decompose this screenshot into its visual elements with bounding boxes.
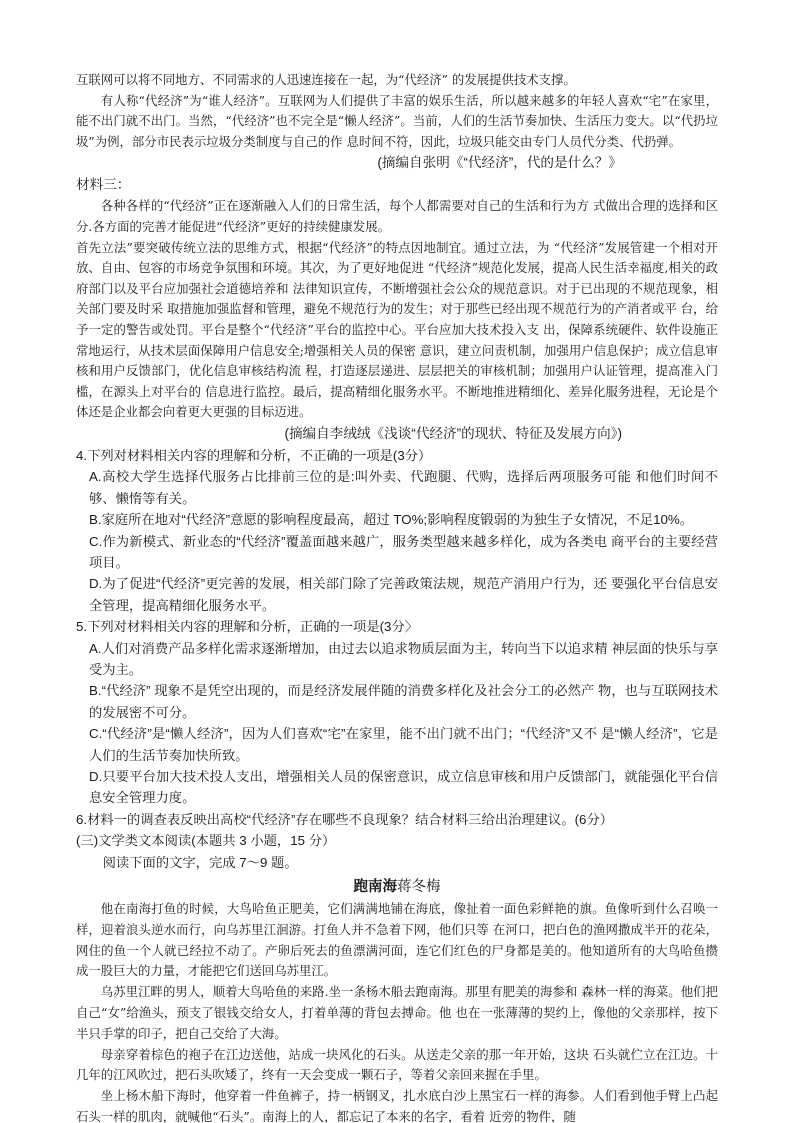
- material-two-continuation: 互联网可以将不同地方、不同需求的人迅速连接在一起，为“代经济” 的发展提供技术支撑。: [76, 72, 576, 87]
- section-three-instruction: 阅读下面的文字，完成 7～9 题。: [102, 854, 298, 870]
- question-5-option-d: D.只要平台加大技术投人支出，增强相关人员的保密意识，成立信息审核和用户反馈部门，就能强化平台信息安全管理力度。: [89, 769, 718, 806]
- question-5-stem: 5.下列对材料相关内容的理解和分析，正确的一项是(3分〉: [76, 619, 419, 635]
- story-paragraph-1: 他在南海打鱼的时候，大鸟哈鱼正肥美，它们满满地铺在海底，像扯着一面色彩鲜艳的旗。鱼像听到什么召唤一样，迎着浪头逆水而行，向乌苏里江洄游。打鱼人并不急着下网，他们只等 在河口，把白色的渔网撒成半开的花朵，网住的鱼一个人就已经拉不动了。产卵后死去的鱼漂满河面，连它们红色的尸身都是美的。他知道所有的大鸟哈鱼攒成一股巨大的力量，才能把它们送回乌苏里江。: [76, 901, 718, 979]
- question-4: [76, 445, 718, 616]
- question-6: [76, 809, 718, 830]
- material-three-section: [76, 174, 718, 445]
- section-three: [76, 830, 718, 899]
- question-4-option-d: D.为了促进“代经济”更完善的发展，相关部门除了完善政策法规，规范产消用户行为，还 要强化平台信息安全管理，提高精细化服务水平。: [89, 576, 718, 613]
- material-three-paragraph-2: 首先立法”要突破传统立法的思维方式，根据“代经济”的特点因地制宜。通过立法，为 “代经济”发展管建一个相对开放、自由、包容的市场竞争氛围和环境。其次，为了更好地促进 “代经济”规范化发展，提高人民生活幸福度,相关的政府部门以及平台应加强社会道德培养和 法律知识宣传，不断增强社会公众的规范意识。对于已出现的不规范现象，相关部门要及时采 取措施加强监督和管理，避免不规范行为的发生；对于那些已经出现不规范行为的产消者或平 台，给予一定的警告或处罚。平台是整个“代经济”平台的监控中心。平台应加大技术投入支 出，保障系统硬件、软件设施正常地运行，从技术层面保障用户信息安全;增强相关人员的保密 意识，建立问责机制，加强用户信息保护；成立信息审核和用户反馈部门，优化信息审核结构流 程，打造逐层递进、层层把关的审核机制；加强用户认证管理，提高准入门槛，在源头上对平台的 信息进行监控。最后，提高精细化服务水平。不断地推进精细化、差异化服务进程，无论是个体还是企业都会向着更大更强的目标迈进。: [76, 239, 718, 420]
- material-three-label: 材料三：: [76, 177, 131, 193]
- story-title-text: 跑南海: [353, 879, 397, 896]
- section-three-heading: (三)文学类文本阅读(本题共 3 小题，15 分）: [76, 833, 336, 849]
- story-paragraph-4: 坐上杨木船下海时，他穿着一件鱼裤子，持一柄钢叉，扎水底白沙上黑宝石一样的海参。人们看到他手臂上凸起石头一样的肌肉，就喊他“石头”。南海上的人，都忘记了本来的名字，看着 近旁的物件，随: [76, 1088, 718, 1123]
- question-5: [76, 616, 718, 809]
- question-5-option-c: C.“代经济”是“懒人经济”，因为人们喜欢“宅”在家里，能不出门就不出门；“代经济”又不 是“懒人经济”，它是人们的生活节奏加快所致。: [89, 726, 718, 763]
- story-paragraph-2: 乌苏里江畔的男人，顺着大鸟哈鱼的来路.坐一条杨木船去跑南海。那里有肥美的海参和 森林一样的海菜。他们把自己“女”给渔头，预支了银钱交给女人，打着单薄的背包去搏命。他 也在一张薄薄的契约上，像他的父亲那样，按下半只手掌的印子，把自己交给了大海。: [76, 984, 718, 1041]
- material-two-paragraph: 有人称“代经济”为“谁人经济”。互联网为人们提供了丰富的娱乐生活，所以越来越多的年轻人喜欢“宅”在家里，能不出门就不出门。当然，“代经济”也不完全是“懒人经济”。当前，人们的生活节奏加快、生活压力变大。以“代扔垃圾”为例，部分市民表示垃圾分类制度与自己的作 息时间不符，因此，垃圾只能交由专门人员代分类、代扔弹。: [76, 92, 718, 149]
- question-4-option-b: B.家庭所在地对“代经济”意愿的影响程度最高，超过 TO%;影响程度锻弱的为独生子女情况，不足10%。: [89, 512, 694, 528]
- story-author: 蒋冬梅: [397, 879, 441, 896]
- material-three-paragraph-1: 各种各样的“代经济”正在逐渐融入人们的日常生活，每个人都需要对自己的生活和行为方 式做出合理的选择和区分.各方面的完善才能促进“代经济”更好的持续健康发展。: [76, 198, 718, 234]
- question-4-option-a: A.高校大学生选择代服务占比排前三位的是:叫外卖、代跑腿、代购，选择后两项服务可能 和他们时间不够、懒惰等有关。: [89, 469, 718, 506]
- question-5-option-a: A.人们对消费产品多样化需求逐渐增加，由过去以追求物质层面为主，转向当下以追求精 神层面的快乐与享受为主。: [89, 640, 718, 677]
- material-three-source: (摘编自李绒绒《浅谈“代经济”的现状、特征及发展方向》): [284, 425, 622, 441]
- question-6-stem: 6.材料一的调查表反映出高校“代经济”存在哪些不良现象？结合材料三给出治理建议。(6分）: [76, 811, 614, 827]
- material-two-section: [76, 70, 718, 174]
- story-body: [76, 899, 718, 1123]
- story-paragraph-3: 母亲穿着棕色的袍子在江边送他，站成一块风化的石头。从送走父亲的那一年开始，这块 石头就伫立在江边。十几年的江风吹过，把石头吹矮了，终有一天会变成一颗石子，等着父亲回来握在手里。: [76, 1046, 718, 1083]
- question-4-option-c: C.作为新模式、新业态的“代经济”覆盖面越来越广，服务类型越来越多样化，成为各类电 商平台的主要经营项目。: [89, 533, 718, 570]
- story-title: [76, 875, 718, 899]
- material-two-source: (摘编自张明《“代经济”，代的是什么？》: [377, 155, 622, 171]
- question-4-stem: 4.下列对材料相关内容的理解和分析，不正确的一项是(3分）: [76, 447, 432, 463]
- question-5-option-b: B.“代经济” 现象不是凭空出现的，而是经济发展伴随的消费多样化及社会分工的必然产 物，也与互联网技术的发展密不可分。: [89, 683, 718, 720]
